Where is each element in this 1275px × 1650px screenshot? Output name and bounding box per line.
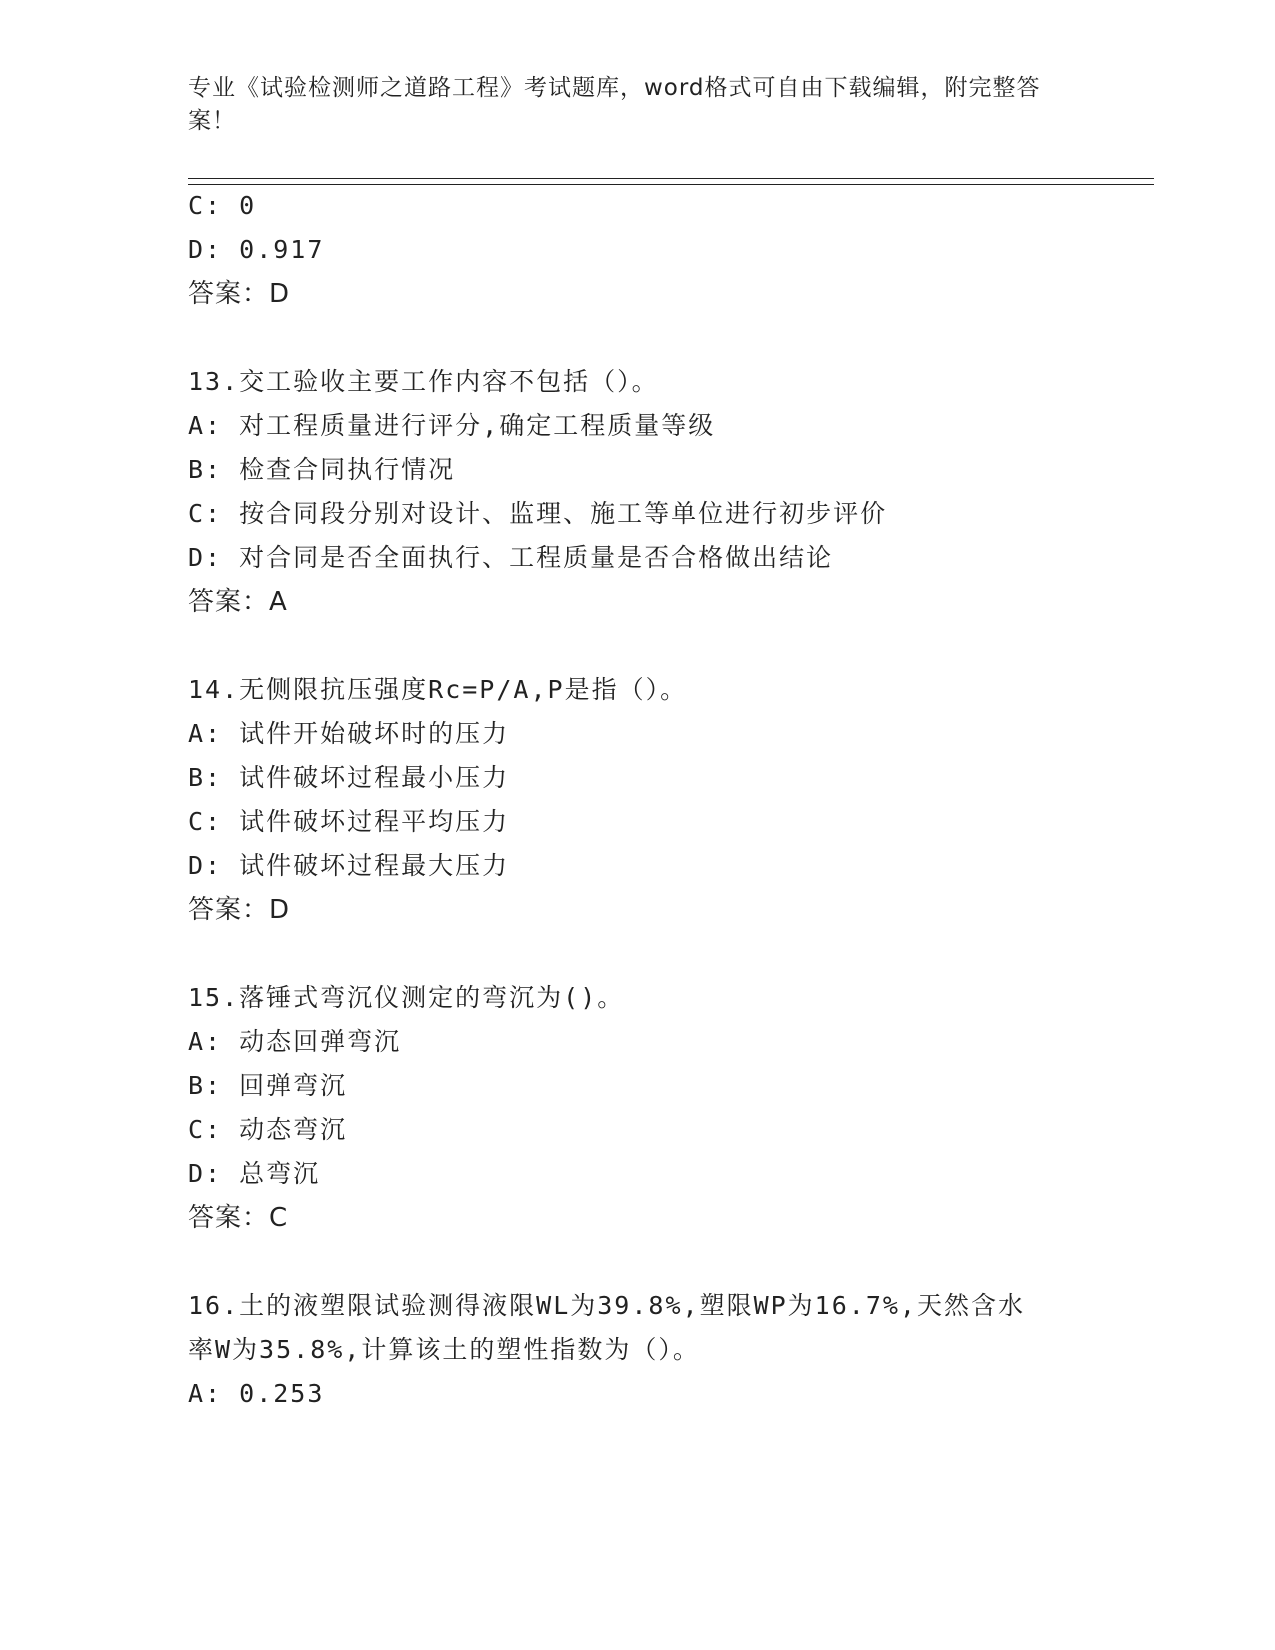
option-b: B: 试件破坏过程最小压力 — [188, 763, 510, 792]
option-d: D: 试件破坏过程最大压力 — [188, 851, 510, 880]
header-divider-top — [188, 178, 1154, 179]
option-a: A: 对工程质量进行评分,确定工程质量等级 — [188, 411, 716, 440]
question-stem-line-2: 率W为35.8%,计算该土的塑性指数为（）。 — [188, 1335, 700, 1364]
header-line-2: 案！ — [188, 108, 236, 134]
answer-line: 答案：D — [188, 279, 291, 309]
question-stem: 14.无侧限抗压强度Rc=P/A,P是指（）。 — [188, 675, 688, 704]
option-a: A: 0.253 — [188, 1379, 325, 1408]
option-d: D: 对合同是否全面执行、工程质量是否合格做出结论 — [188, 543, 834, 572]
option-d: D: 总弯沉 — [188, 1159, 321, 1188]
option-c: C: 动态弯沉 — [188, 1115, 348, 1144]
option-a: A: 动态回弹弯沉 — [188, 1027, 402, 1056]
option-b: B: 检查合同执行情况 — [188, 455, 456, 484]
question-stem-line-1: 16.土的液塑限试验测得液限WL为39.8%,塑限WP为16.7%,天然含水 — [188, 1291, 1025, 1320]
question-stem: 15.落锤式弯沉仪测定的弯沉为()。 — [188, 983, 625, 1012]
option-c: C: 试件破坏过程平均压力 — [188, 807, 510, 836]
option-b: B: 回弹弯沉 — [188, 1071, 348, 1100]
answer-line: 答案：C — [188, 1203, 289, 1233]
option-c: C: 0 — [188, 191, 257, 220]
question-stem: 13.交工验收主要工作内容不包括（）。 — [188, 367, 659, 396]
option-c: C: 按合同段分别对设计、监理、施工等单位进行初步评价 — [188, 499, 888, 528]
answer-line: 答案：A — [188, 587, 288, 617]
answer-line: 答案：D — [188, 895, 291, 925]
option-d: D: 0.917 — [188, 235, 325, 264]
header-line-1: 专业《试验检测师之道路工程》考试题库，word格式可自由下载编辑，附完整答 — [188, 75, 1041, 101]
document-header — [188, 72, 1068, 138]
header-divider-bottom — [188, 184, 1154, 185]
option-a: A: 试件开始破坏时的压力 — [188, 719, 510, 748]
